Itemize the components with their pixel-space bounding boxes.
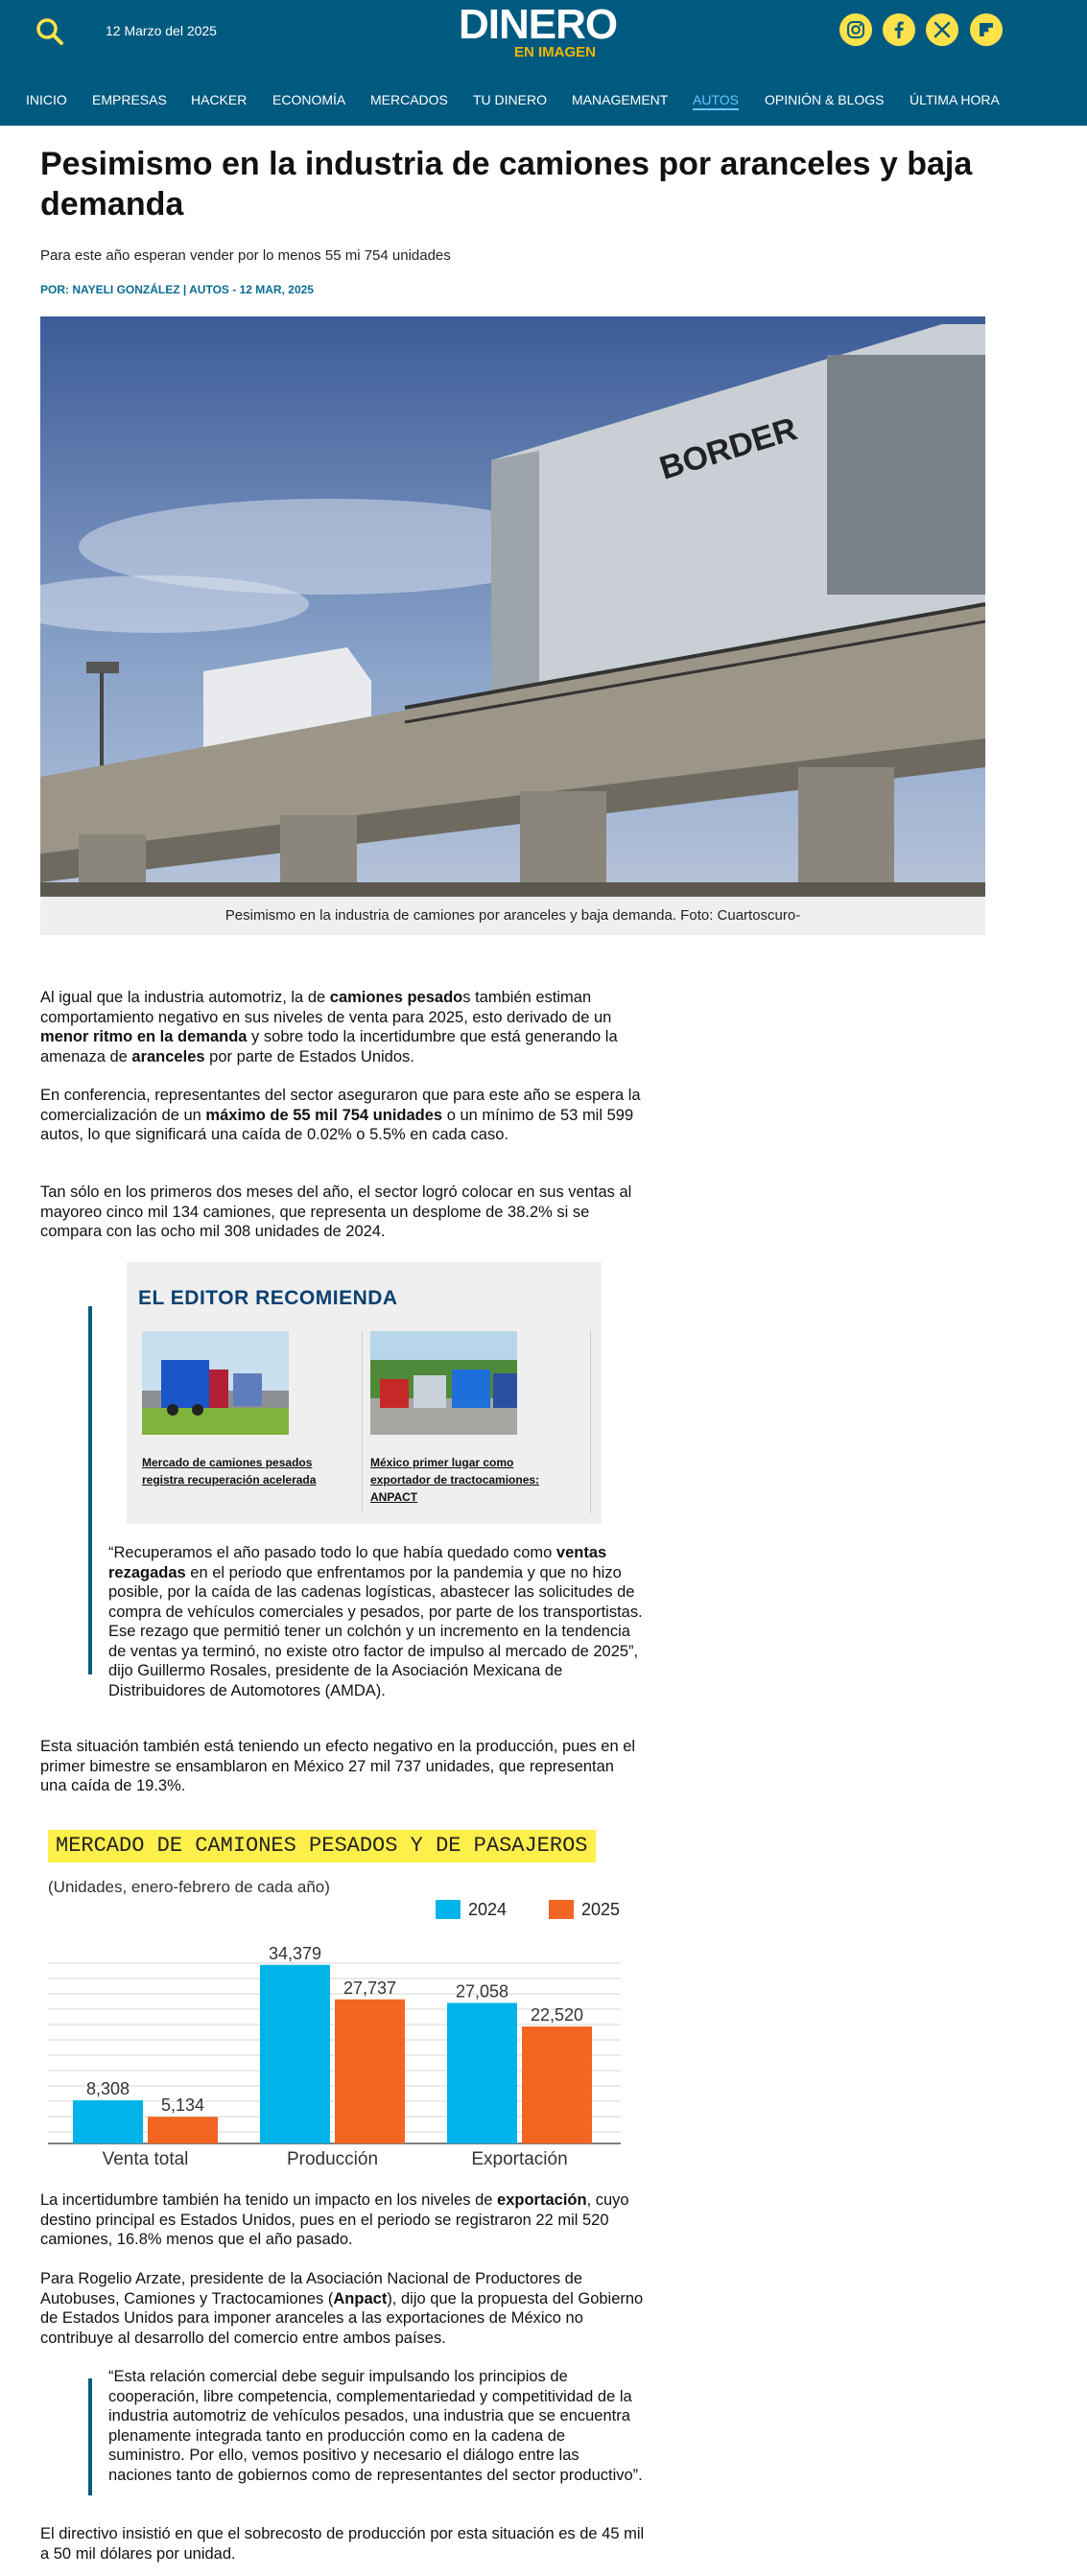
category-label: Exportación [471, 2149, 568, 2167]
data-label: 22,520 [530, 2005, 584, 2026]
text-run: “Esta relación comercial debe seguir impulsando los principios de cooperación, libre competencia, complementariedad y competitividad de la industria automotriz de vehículos pesados, una industria que se encuentra plenamente integrada tanto en producción como en la cadena de suministro. Por ello, vemos positivo y necesario el diálogo entre las naciones tanto de gobiernos como de representantes del sector productivo”. [108, 2368, 643, 2484]
recommended-card[interactable] [370, 1331, 591, 1506]
bold-text: máximo de 55 mil 754 unidades [205, 1106, 443, 1124]
nav-empresas[interactable]: EMPRESAS [92, 92, 167, 107]
paragraph-1 [40, 988, 645, 1066]
text-run: “Recuperamos el año pasado todo lo que había quedado como [108, 1544, 556, 1561]
text-run: , cuyo destino principal es Estados Unidos, pues en el periodo se registraron 22 mil 520 camiones, 16.8% menos que el año pasado. [40, 2191, 629, 2248]
bold-text: camiones pesado [329, 989, 463, 1006]
nav-management[interactable]: MANAGEMENT [572, 92, 669, 107]
text-run: Tan sólo en los primeros dos meses del año, el sector logró colocar en sus ventas al mayoreo cinco mil 134 camiones, que representa un desplome de 38.2% si se compara con las ocho mil 308 unidades de 2024. [40, 1183, 632, 1240]
bold-text: ventas rezagadas [108, 1544, 607, 1581]
chart-subtitle: (Unidades, enero-febrero de cada año) [48, 1878, 330, 1896]
editor-recommends-title: EL EDITOR RECOMIENDA [138, 1287, 398, 1309]
x-icon[interactable] [926, 13, 958, 46]
recommended-link[interactable]: Mercado de camiones pesados registra recuperación acelerada [142, 1456, 317, 1487]
bar-2024 [73, 2100, 143, 2143]
nav-ultima-hora[interactable]: ÚLTIMA HORA [910, 92, 1000, 107]
text-run: s también estiman comportamiento negativo en sus niveles de venta para 2025, esto derivado de un [40, 989, 612, 1026]
data-label: 34,379 [268, 1943, 322, 1963]
site-header [0, 0, 1087, 126]
nav-opinion-blogs[interactable]: OPINIÓN & BLOGS [765, 92, 885, 107]
category-label: Producción [286, 2149, 379, 2167]
article-subtitle: Para este año esperan vender por lo menos 55 mi 754 unidades [40, 247, 451, 264]
recommended-link[interactable]: México primer lugar como exportador de tractocamiones: ANPACT [370, 1456, 540, 1504]
text-run: Al igual que la industria automotriz, la de [40, 989, 330, 1006]
nav-mercados[interactable]: MERCADOS [370, 92, 448, 107]
recommended-image[interactable] [142, 1331, 289, 1435]
text-run: por parte de Estados Unidos. [204, 1047, 414, 1066]
legend-label-2024: 2024 [468, 1900, 508, 1919]
text-run: En conferencia, representantes del sector aseguraron que para este año se espera la comercialización de un [40, 1087, 641, 1124]
article-byline[interactable]: POR: NAYELI GONZÁLEZ | AUTOS - 12 MAR, 2025 [40, 283, 314, 296]
paragraph-3 [40, 1183, 645, 1242]
nav-autos[interactable]: AUTOS [693, 92, 739, 110]
quote-1 [108, 1543, 646, 1700]
recommended-card[interactable] [142, 1331, 363, 1488]
text-run: Para Rogelio Arzate, presidente de la Asociación Nacional de Productores de Autobuses, Camiones y Tractocamiones ( [40, 2270, 583, 2307]
data-label: 27,058 [455, 1981, 509, 2002]
nav-hacker[interactable]: HACKER [191, 92, 248, 107]
chart-plot [40, 1822, 630, 2167]
quote-2 [108, 2367, 646, 2485]
category-label: Venta total [102, 2149, 189, 2167]
logo-main-text: DINERO [459, 1, 618, 48]
bold-text: exportación [497, 2191, 587, 2209]
paragraph-6 [40, 2269, 645, 2348]
paragraph-4 [40, 1737, 645, 1796]
divider [362, 1331, 363, 1513]
bar-2024 [260, 1965, 330, 2143]
search-icon[interactable] [35, 16, 65, 47]
hero-image [40, 316, 985, 897]
legend-label-2025: 2025 [581, 1900, 621, 1919]
nav-inicio[interactable]: INICIO [26, 92, 67, 107]
logo-sub-text: EN IMAGEN [513, 44, 596, 60]
bold-text: Anpact [333, 2289, 388, 2307]
facebook-icon[interactable] [883, 13, 915, 46]
bold-text: menor ritmo en la demanda [40, 1028, 248, 1045]
text-run: Esta situación también está teniendo un efecto negativo en la producción, pues en el primer bimestre se ensamblaron en México 27 mil 737 unidades, que representan una caída de 19.3%. [40, 1738, 636, 1794]
nav-tu-dinero[interactable]: TU DINERO [473, 92, 547, 107]
data-label: 27,737 [343, 1978, 397, 1998]
site-logo[interactable] [459, 1, 618, 61]
paragraph-2 [40, 1086, 645, 1145]
data-label: 5,134 [160, 2096, 205, 2116]
editor-recommends-box [127, 1262, 602, 1524]
bar-2024 [447, 2002, 517, 2143]
svg-text:BORDER: BORDER [655, 410, 802, 487]
header-date: 12 Marzo del 2025 [106, 23, 217, 38]
text-run: y sobre todo la incertidumbre que está generando la amenaza de [40, 1028, 618, 1066]
chart-title: MERCADO DE CAMIONES PESADOS Y DE PASAJEROS [48, 1830, 596, 1862]
paragraph-7 [40, 2524, 645, 2564]
bar-2025 [522, 2026, 592, 2143]
bar-2025 [148, 2117, 218, 2143]
text-run: El directivo insistió en que el sobrecosto de producción por esta situación es de 45 mil a 50 mil dólares por unidad. [40, 2525, 645, 2563]
nav-economia[interactable]: ECONOMÍA [272, 92, 346, 107]
main-nav [0, 88, 1087, 115]
bold-text: aranceles [131, 1047, 205, 1066]
flipboard-icon[interactable] [970, 13, 1003, 46]
bar-2025 [335, 2000, 405, 2143]
text-run: en el periodo que enfrentamos por la pandemia y que no hizo posible, por la caída de las cadenas logísticas, abastecer las solicitudes de compra de vehículos comerciales y pesados, por parte de los transportistas. Ese rezago que permitió tener un colchón y un incremento en la tendencia de ventas ya terminó, no existe otro factor de impulso al mercado de 2025”, dijo Guillermo Rosales, presidente de la Asociación Mexicana de Distribuidores de Automotores (AMDA). [108, 1563, 643, 1699]
quote-bar [88, 1306, 92, 1674]
divider [590, 1331, 591, 1513]
text-run: La incertidumbre también ha tenido un impacto en los niveles de [40, 2191, 498, 2209]
text-run: o un mínimo de 53 mil 599 autos, lo que significará una caída de 0.02% o 5.5% en cada caso. [40, 1106, 634, 1143]
recommended-image[interactable] [370, 1331, 517, 1435]
quote-bar [88, 2378, 92, 2495]
text-run: ), dijo que la propuesta del Gobierno de Estados Unidos para imponer aranceles a las exportaciones de México no contribuye al desarrollo del comercio entre ambos países. [40, 2289, 644, 2347]
article-title: Pesimismo en la industria de camiones por aranceles y baja demanda [40, 146, 973, 222]
hero-caption: Pesimismo en la industria de camiones por aranceles y baja demanda. Foto: Cuartoscuro- [40, 897, 985, 935]
paragraph-5 [40, 2190, 645, 2250]
bar-chart [40, 1822, 630, 2167]
instagram-icon[interactable] [839, 13, 872, 46]
data-label: 8,308 [85, 2078, 130, 2098]
